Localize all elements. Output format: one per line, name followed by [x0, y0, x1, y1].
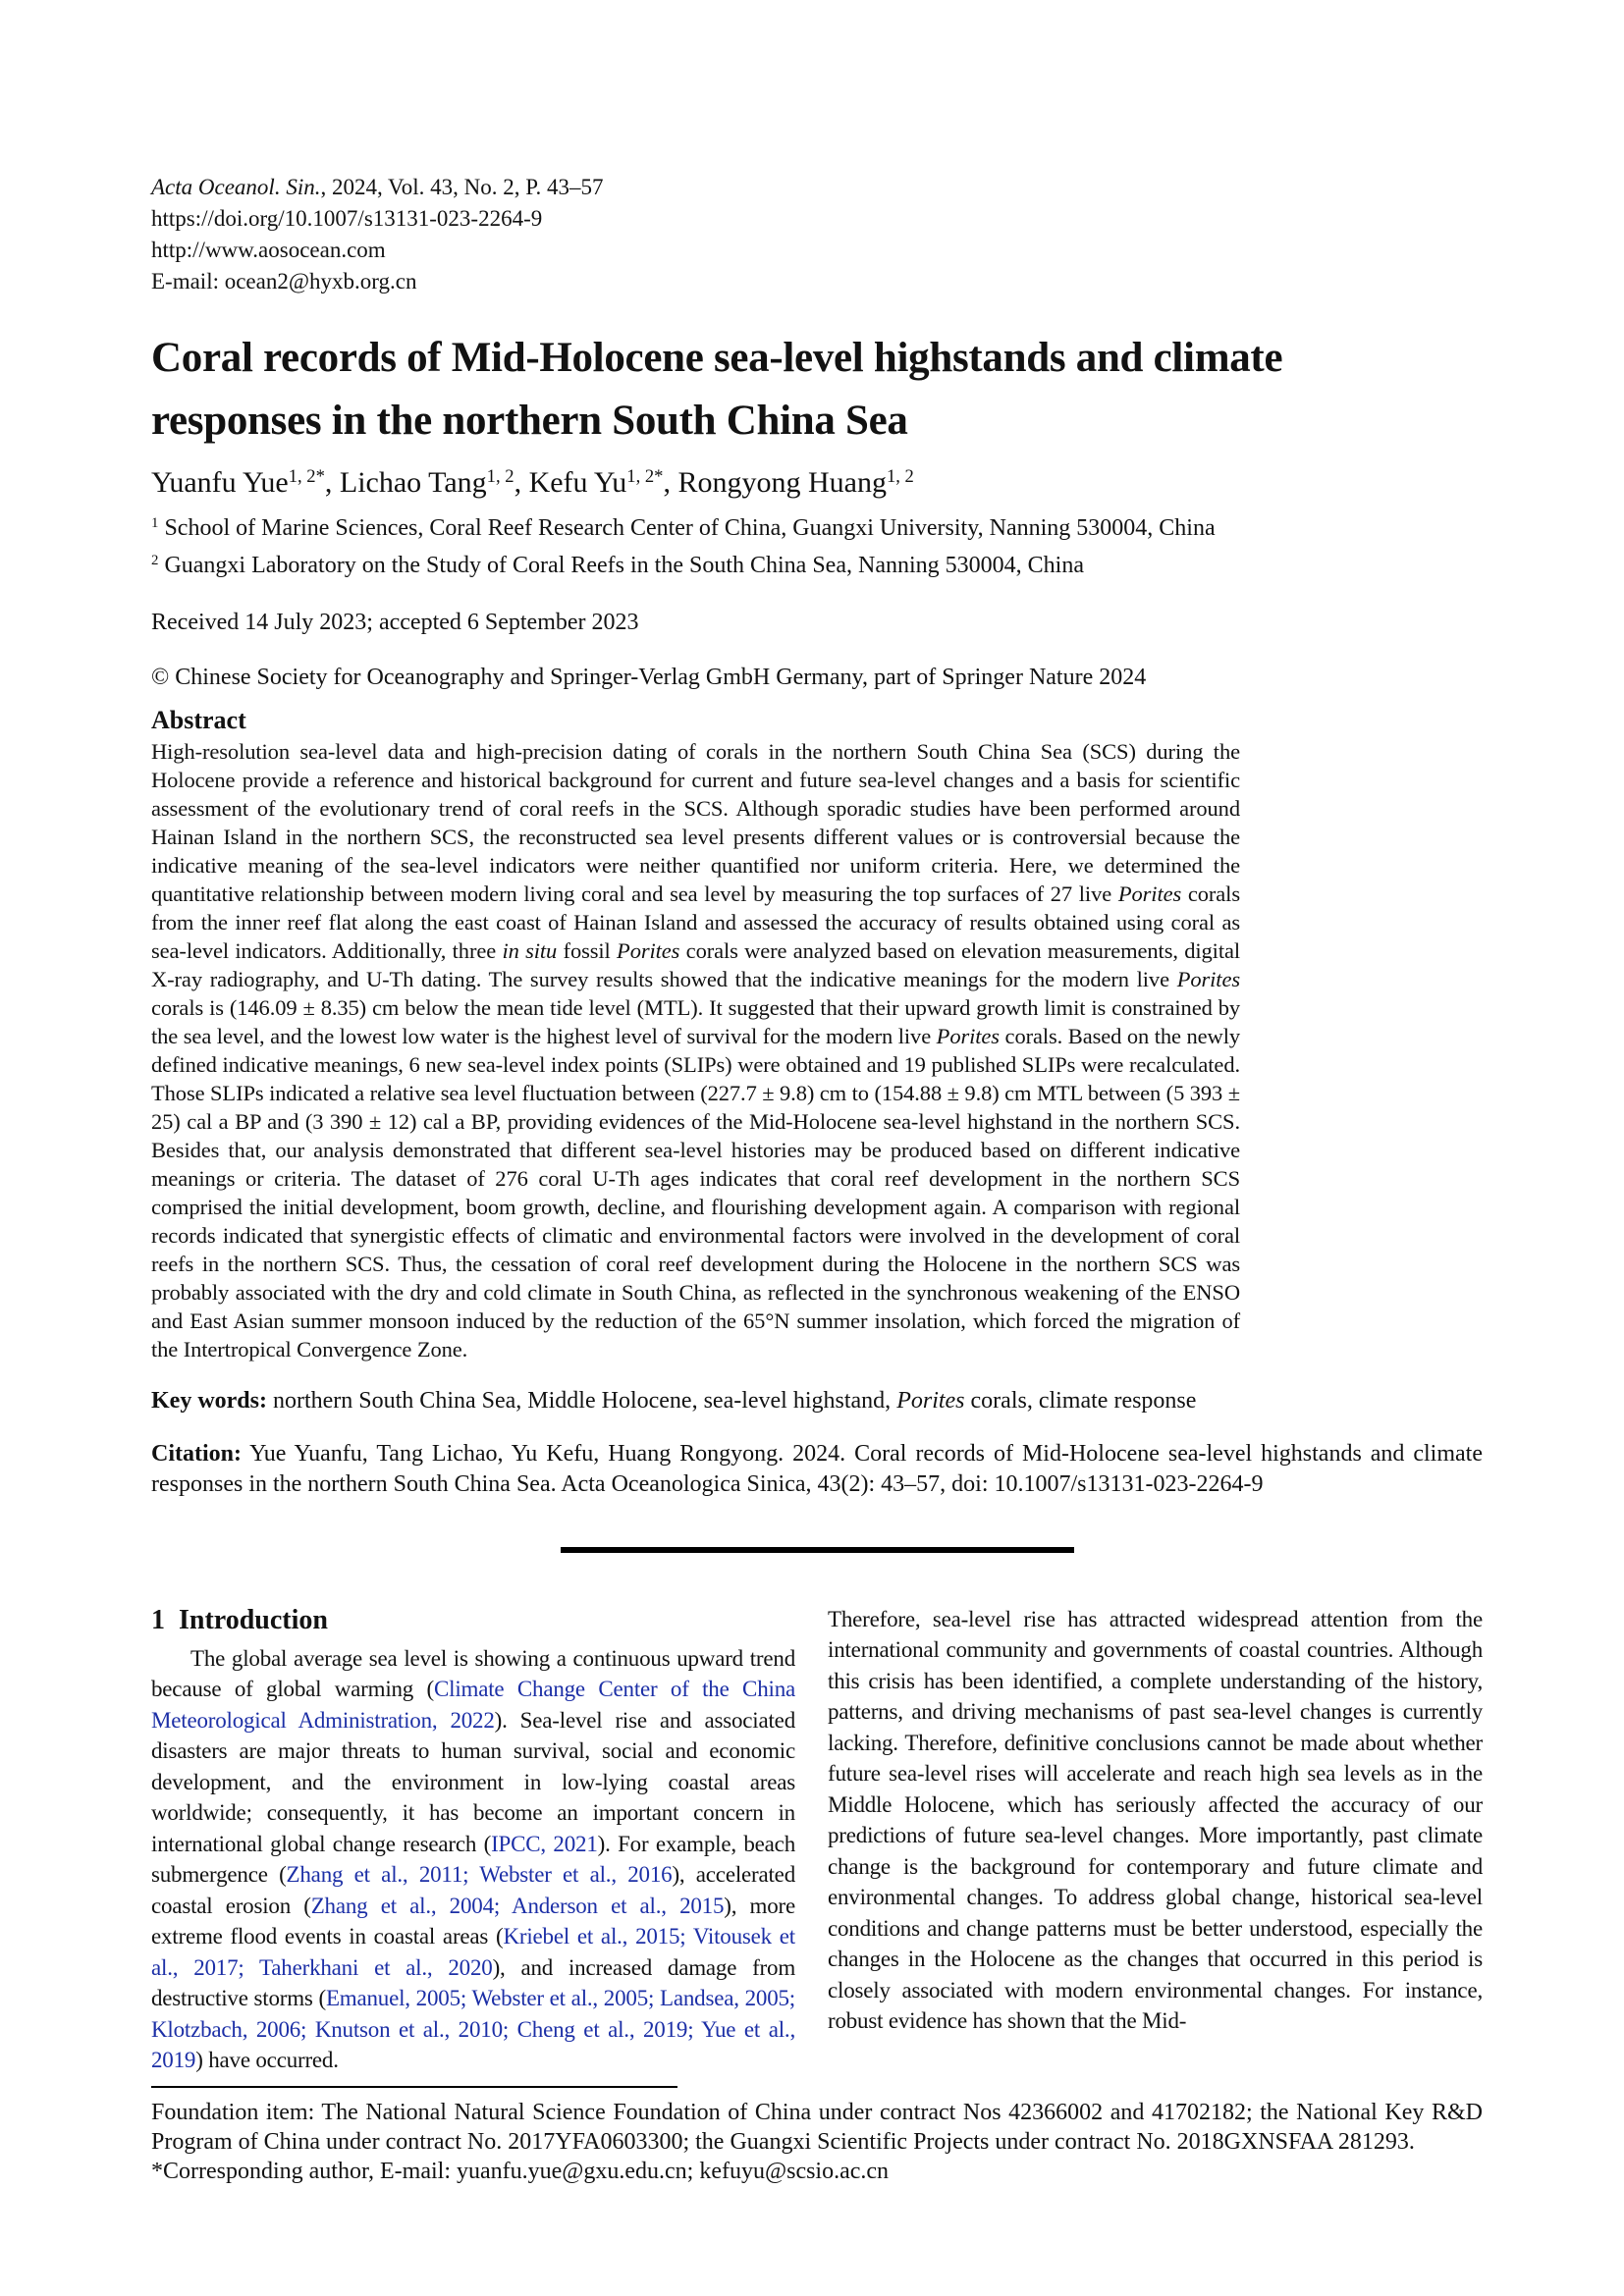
- intro-paragraph-right: [828, 1604, 1483, 2037]
- text-run: Porites: [1176, 967, 1240, 991]
- keywords-line: [151, 1386, 1240, 1415]
- section-title: Introduction: [179, 1604, 328, 1635]
- foundation-item-note: Foundation item: The National Natural Science Foundation of China under contract Nos 42366002 and 41702182; the National Key R&D Program of China under contract No. 2017YFA0603300; the Guangxi Scientific Projects under contract No. 2018GXNSFAA 281293.: [151, 2099, 1483, 2155]
- citation-link[interactable]: Climate Change Center of the China Meteorological Administration, 2022: [151, 1677, 795, 1733]
- corresponding-author-note: *Corresponding author, E-mail: yuanfu.yue@gxu.edu.cn; kefuyu@scsio.ac.cn: [151, 2158, 890, 2184]
- text-run: corals, climate response: [964, 1387, 1197, 1414]
- text-run: High-resolution sea-level data and high-precision dating of corals in the northern South China Sea (SCS) during the Holocene provide a reference and historical background for current and future sea-level changes and a basis for scientific assessment of the evolutionary trend of coral reefs in the SCS. Although sporadic studies have been performed around Hainan Island in the northern SCS, the reconstructed sea level presents different values or is controversial because the indicative meaning of the sea-level indicators were neither quantified nor uniform criteria. Here, we determined the quantitative relationship between modern living coral and sea level by measuring the top surfaces of 27 live: [151, 739, 1240, 906]
- text-run: The global average sea level is showing a continuous upward trend because of global warming (: [151, 1645, 795, 1701]
- text-run: ) have occurred.: [195, 2048, 339, 2072]
- text-run: School of Marine Sciences, Coral Reef Research Center of China, Guangxi University, Nanning 530004, China: [158, 515, 1216, 541]
- text-run: northern South China Sea, Middle Holocene, sea-level highstand,: [266, 1387, 897, 1414]
- text-run: 2: [151, 552, 159, 568]
- text-run: 1, 2*: [288, 465, 325, 487]
- text-run: corals were analyzed based on elevation measurements, digital X-ray radiography, and U-Th dating. The survey results showed that the indicative meanings for the modern live: [151, 938, 1241, 991]
- abstract-heading: Abstract: [151, 706, 246, 734]
- article-title: [151, 327, 1483, 453]
- text-run: in situ: [502, 938, 558, 963]
- affiliation-2: [151, 549, 1483, 586]
- text-run: 1, 2*: [626, 465, 664, 487]
- text-run: 1, 2: [486, 465, 514, 487]
- text-run: Yue Yuanfu, Tang Lichao, Yu Kefu, Huang Rongyong. 2024. Coral records of Mid-Holocene sea-level highstands and climate responses in the northern South China Sea. Acta Oceanologica Sinica, 43(2): 43–57, doi: 10.1007/s13131-023-2264-9: [151, 1440, 1483, 1497]
- text-run: fossil: [557, 938, 618, 963]
- text-run: corals from the inner reef flat along the east coast of Hainan Island and assessed the accuracy of results obtained using coral as sea-level indicators. Additionally, three: [151, 881, 1240, 963]
- text-run: 1, 2: [886, 465, 914, 487]
- text-run: corals is (146.09 ± 8.35) cm below the mean tide level (MTL). It suggested that their upward growth limit is constrained by the sea level, and the lowest low water is the highest level of survival for the modern live: [151, 995, 1240, 1048]
- section-divider-rule: [561, 1547, 1074, 1553]
- two-column-body: [151, 1604, 1483, 2076]
- text-run: ), accelerated coastal erosion (: [151, 1862, 795, 1918]
- text-run: Porites: [617, 938, 680, 963]
- keywords-text: [267, 1388, 1196, 1414]
- text-run: Porites: [896, 1387, 965, 1414]
- abstract-text: [151, 737, 1240, 1363]
- citation-link[interactable]: Zhang et al., 2011; Webster et al., 2016: [286, 1862, 673, 1887]
- text-run: , Rongyong Huang: [663, 466, 887, 499]
- citation-link[interactable]: Zhang et al., 2004; Anderson et al., 2015: [310, 1893, 725, 1918]
- text-run: ). For example, beach submergence (: [151, 1831, 795, 1887]
- section-number: 1: [151, 1604, 165, 1635]
- doi-line: https://doi.org/10.1007/s13131-023-2264-9: [151, 206, 543, 231]
- text-run: , Lichao Tang: [324, 466, 487, 499]
- article-title-line2: responses in the northern South China Sea: [151, 398, 908, 444]
- citation-label: Citation:: [151, 1440, 242, 1467]
- received-accepted-line: Received 14 July 2023; accepted 6 September 2023: [151, 610, 639, 635]
- citation-text: [151, 1441, 1483, 1497]
- text-run: Acta Oceanol. Sin.: [151, 175, 321, 199]
- copyright-line: © Chinese Society for Oceanography and Springer-Verlag GmbH Germany, part of Springer Nature 2024: [151, 665, 1147, 690]
- journal-email-line: E-mail: ocean2@hyxb.org.cn: [151, 269, 417, 294]
- text-run: Guangxi Laboratory on the Study of Coral Reefs in the South China Sea, Nanning 530004, China: [158, 553, 1084, 578]
- citation-line: [151, 1439, 1483, 1500]
- authors-line: [151, 464, 1483, 506]
- keywords-label: Key words:: [151, 1387, 267, 1414]
- text-run: 1: [151, 514, 159, 531]
- journal-citation-line: [151, 172, 1483, 203]
- intro-paragraph-left: [151, 1643, 795, 2076]
- text-run: Porites: [936, 1024, 1000, 1048]
- journal-info-block: [151, 172, 1483, 297]
- left-column: [151, 1604, 795, 2076]
- text-run: , 2024, Vol. 43, No. 2, P. 43–57: [320, 175, 604, 199]
- right-column: [828, 1604, 1483, 2076]
- text-run: Therefore, sea-level rise has attracted widespread attention from the international community and governments of coastal countries. Although this crisis has been identified, a complete understanding of the history, patterns, and driving mechanisms of past sea-level changes is currently lacking. Therefore, definitive conclusions cannot be made about whether future sea-level rises will accelerate and reach high sea levels as in the Middle Holocene, which has seriously affected the accuracy of our predictions of future sea-level changes. More importantly, past climate change is the background for contemporary and future climate and environmental changes. To address global change, historical sea-level conditions and change patterns must be better understood, especially the changes in the Holocene as the changes that occurred in this period is closely associated with modern environmental changes. For instance, robust evidence has shown that the Mid-: [828, 1606, 1483, 2033]
- text-run: ). Sea-level rise and associated disasters are major threats to human survival, social and economic development, and the environment in low-lying coastal areas worldwide; consequently, it has become an important concern in international global change research (: [151, 1707, 795, 1856]
- footnote-rule: [151, 2086, 677, 2088]
- citation-link[interactable]: Emanuel, 2005; Webster et al., 2005; Landsea, 2005; Klotzbach, 2006; Knutson et al., 2010; Cheng et al., 2019; Yue et al., 2019: [151, 1986, 795, 2072]
- text-run: Porites: [1117, 881, 1182, 906]
- text-run: ), and increased damage from destructive storms (: [151, 1954, 796, 2010]
- affiliations-block: [151, 511, 1483, 586]
- citation-link[interactable]: Kriebel et al., 2015; Vitousek et al., 2017; Taherkhani et al., 2020: [151, 1924, 796, 1980]
- journal-url-line: http://www.aosocean.com: [151, 238, 386, 262]
- footnote-block: [151, 2086, 1483, 2186]
- article-title-line1: Coral records of Mid-Holocene sea-level highstands and climate: [151, 335, 1283, 381]
- text-run: Yuanfu Yue: [151, 466, 289, 499]
- text-run: ), more extreme flood events in coastal areas (: [151, 1893, 795, 1949]
- text-run: corals. Based on the newly defined indicative meanings, 6 new sea-level index points (SLIPs) were obtained and 19 published SLIPs were recalculated. Those SLIPs indicated a relative sea level fluctuation between (227.7 ± 9.8) cm to (154.88 ± 9.8) cm MTL between (5 393 ± 25) cal a BP and (3 390 ± 12) cal a BP, providing evidences of the Mid-Holocene sea-level highstand in the northern SCS. Besides that, our analysis demonstrated that different sea-level histories may be produced based on different indicative meanings or criteria. The dataset of 276 coral U-Th ages indicates that coral reef development in the northern SCS comprised the initial development, boom growth, decline, and flourishing development again. A comparison with regional records indicated that synergistic effects of climatic and environmental factors were involved in the development of coral reefs in the northern SCS. Thus, the cessation of coral reef development during the Holocene in the northern SCS was probably associated with the dry and cold climate in South China, as reflected in the synchronous weakening of the ENSO and East Asian summer monsoon induced by the reduction of the 65°N summer insolation, which forced the migration of the Intertropical Convergence Zone.: [151, 1024, 1241, 1362]
- section-heading-introduction: [151, 1604, 795, 1637]
- citation-link[interactable]: IPCC, 2021: [491, 1831, 598, 1856]
- affiliation-1: [151, 511, 1483, 549]
- text-run: , Kefu Yu: [514, 466, 627, 499]
